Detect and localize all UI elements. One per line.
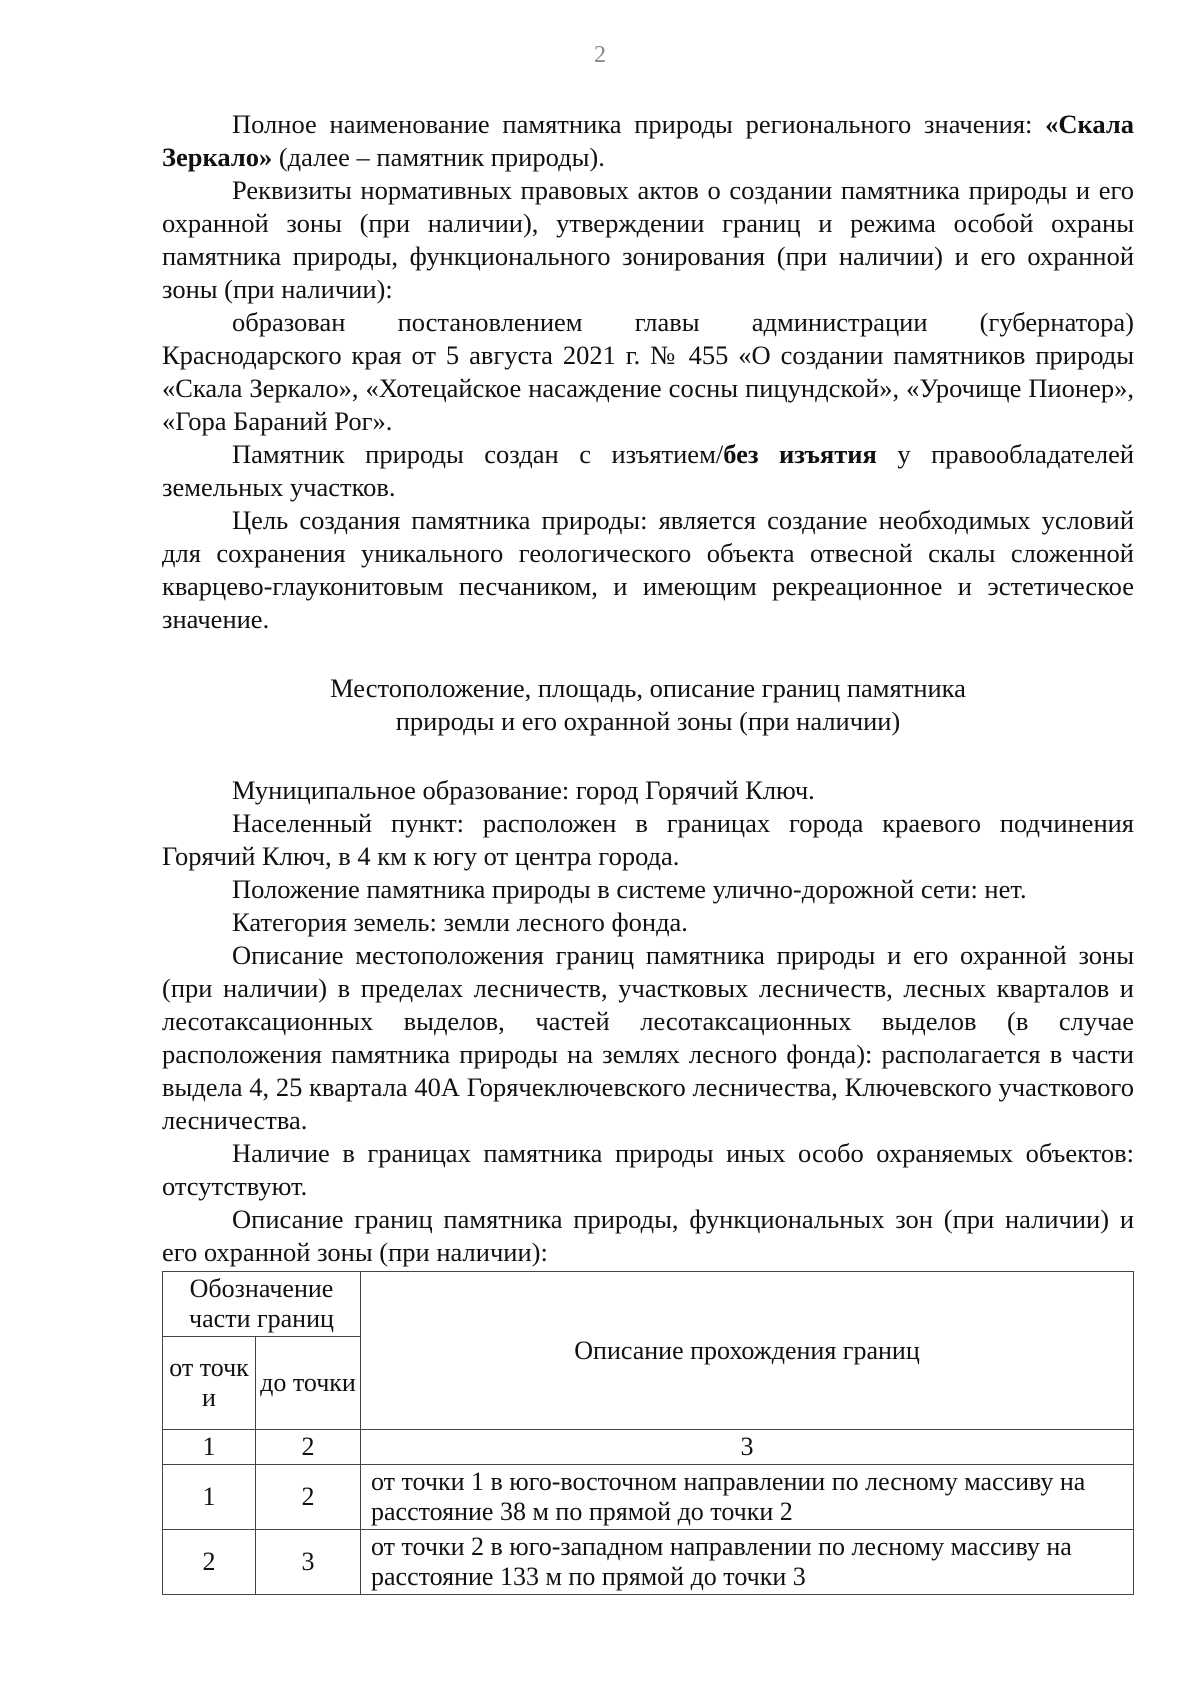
full-name-prefix: Полное наименование памятника природы регионального значения:: [232, 109, 1046, 139]
cell-description: от точки 2 в юго-западном направлении по лесному массиву на расстояние 133 м по прямой до точки 3: [361, 1530, 1134, 1595]
table-row: [163, 1530, 1134, 1595]
cell-from: 1: [163, 1465, 256, 1530]
withdrawal-prefix: Памятник природы создан с изъятием/: [232, 439, 724, 469]
boundaries-table: [162, 1271, 1134, 1595]
paragraph-established-by: образован постановлением главы администрации (губернатора) Краснодарского края от 5 августа 2021 г. № 455 «О создании памятников природы «Скала Зеркало», «Хотецайское насаждение сосны пицундской», «Урочище Пионер», «Гора Бараний Рог».: [162, 307, 1134, 436]
header-to-point: до точки: [256, 1337, 361, 1430]
monument-name: «Скала Зеркало»: [162, 109, 1134, 172]
paragraph-boundaries-intro: Описание границ памятника природы, функциональных зон (при наличии) и его охранной зоны (при наличии):: [162, 1204, 1134, 1267]
table-header-row: [163, 1272, 1134, 1337]
header-boundary-designation: Обозначение части границ: [163, 1272, 361, 1337]
paragraph-legal-acts: Реквизиты нормативных правовых актов о создании памятника природы и его охранной зоны (при наличии), утверждении границ и режима особой охраны памятника природы, функционального зонирования (при наличии) и его охранной зоны (при наличии):: [162, 175, 1134, 304]
table-row: [163, 1465, 1134, 1530]
paragraph-road-network: Положение памятника природы в системе улично-дорожной сети: нет.: [232, 874, 1027, 904]
section-heading: [162, 672, 1134, 738]
table-numbering-row: [163, 1430, 1134, 1465]
header-boundary-description: Описание прохождения границ: [361, 1272, 1134, 1430]
paragraph-land-category: Категория земель: земли лесного фонда.: [232, 907, 688, 937]
paragraph-settlement: Населенный пункт: расположен в границах города краевого подчинения Горячий Ключ, в 4 км к югу от центра города.: [162, 808, 1134, 871]
section-heading-line-2: природы и его охранной зоны (при наличии): [395, 706, 901, 736]
cell-description: от точки 1 в юго-восточном направлении по лесному массиву на расстояние 38 м по прямой до точки 2: [361, 1465, 1134, 1530]
paragraph-other-objects: Наличие в границах памятника природы иных особо охраняемых объектов: отсутствуют.: [162, 1138, 1134, 1201]
paragraph-forestry-location: Описание местоположения границ памятника природы и его охранной зоны (при наличии) в пределах лесничеств, участковых лесничеств, лесных кварталов и лесотаксационных выделов, частей лесотаксационных выделов (в случае расположения памятника природы на землях лесного фонда): располагается в части выдела 4, 25 квартала 40А Горячеключевского лесничества, Ключевского участкового лесничества.: [162, 940, 1134, 1135]
page-number: 2: [594, 42, 606, 68]
withdrawal-suffix: у правообладателей земельных участков.: [162, 439, 1135, 502]
numbering-cell: 1: [163, 1430, 256, 1465]
cell-to: 3: [256, 1530, 361, 1595]
cell-from: 2: [163, 1530, 256, 1595]
document-body: [162, 108, 1134, 1595]
section-heading-line-1: Местоположение, площадь, описание границ памятника: [330, 673, 966, 703]
full-name-suffix: (далее – памятник природы).: [272, 142, 605, 172]
cell-to: 2: [256, 1465, 361, 1530]
numbering-cell: 3: [361, 1430, 1134, 1465]
paragraph-purpose: Цель создания памятника природы: является создание необходимых условий для сохранения уникального геологического объекта отвесной скалы сложенной кварцево-глауконитовым песчаником, и имеющим рекреационное и эстетическое значение.: [162, 505, 1134, 634]
paragraph-full-name: [162, 108, 1134, 174]
paragraph-withdrawal: [162, 438, 1134, 504]
paragraph-municipality: Муниципальное образование: город Горячий Ключ.: [232, 775, 815, 805]
withdrawal-bold: без изъятия: [723, 439, 877, 469]
numbering-cell: 2: [256, 1430, 361, 1465]
header-from-point: от точки: [163, 1337, 256, 1430]
